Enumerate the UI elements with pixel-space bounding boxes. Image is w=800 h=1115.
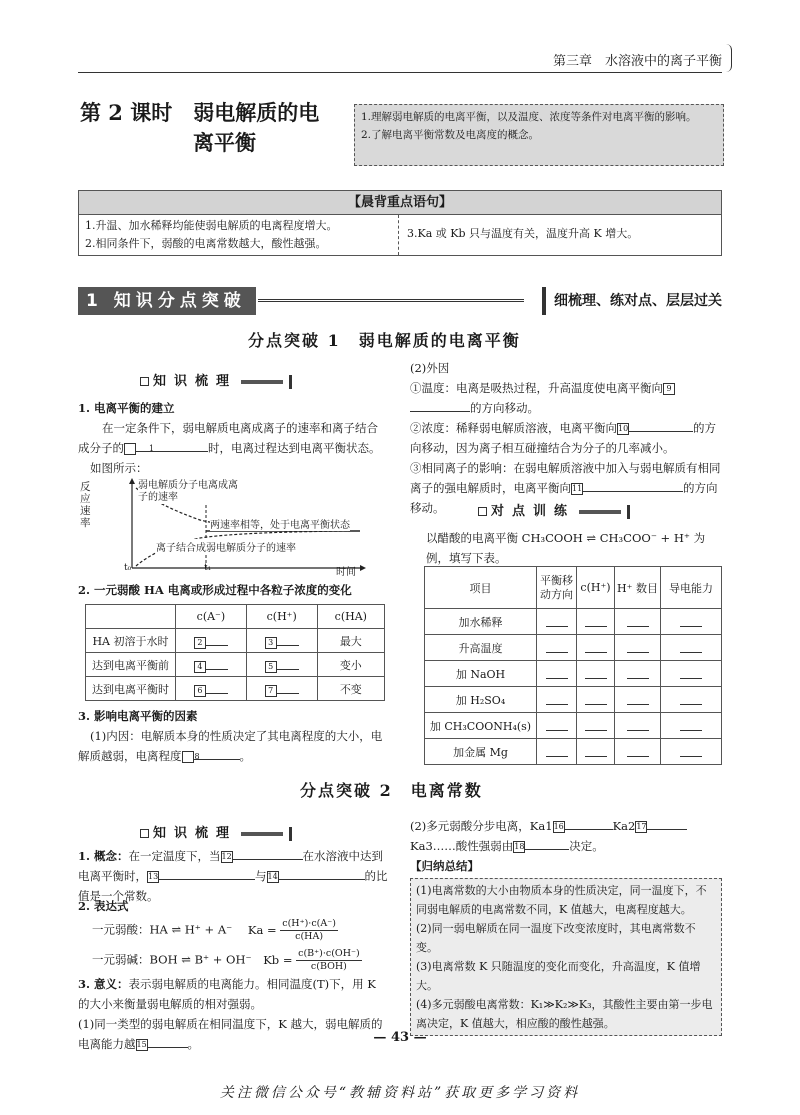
table-row (425, 713, 722, 739)
blank-17[interactable] (647, 816, 687, 830)
table-cell[interactable] (537, 739, 577, 765)
table-cell[interactable] (537, 713, 577, 739)
graph-equal-label: 两速率相等，处于电离平衡状态 (210, 516, 350, 531)
table-cell (176, 653, 247, 677)
key-sentence-1: 1.升温、加水稀释均能使弱电解质的电离程度增大。 (85, 219, 338, 232)
table-cell[interactable] (615, 739, 661, 765)
bar-decoration (241, 380, 283, 384)
lesson-title-line1: 第 2 课时 弱电解质的电 (80, 100, 320, 125)
table-cell[interactable] (537, 609, 577, 635)
lesson-title-line2: 离平衡 (193, 130, 256, 155)
table-cell[interactable] (661, 739, 722, 765)
chapter-header: 第三章 水溶液中的离子平衡 (552, 54, 722, 69)
table-cell[interactable] (615, 713, 661, 739)
c3-2-c: Ka3……酸性强弱由 (410, 839, 514, 853)
acid-equation: 一元弱酸：HA ⇌ H⁺ + A⁻ (92, 922, 233, 937)
footer-note: 关注微信公众号“教辅资料站”获取更多学习资料 (219, 1085, 581, 1101)
table-cell: 变小 (317, 653, 384, 677)
learning-goals (354, 104, 724, 166)
bar-decoration (241, 832, 283, 836)
table-row (425, 739, 722, 765)
summary-title: 【归纳总结】 (410, 859, 479, 873)
table-row (86, 677, 385, 701)
table-header: 平衡移动方向 (537, 567, 577, 609)
c3-1: (1)同一类型的弱电解质在相同温度下，K 越大，弱电解质的电离能力越15 。 (78, 1017, 383, 1051)
train-text: 以醋酸的电离平衡 CH₃COOH ⇌ CH₃COO⁻ + H⁺ 为例，填写下表。 (426, 531, 706, 565)
ka-denominator: c(HA) (295, 931, 324, 942)
graph-t1: t₁ (204, 563, 212, 573)
table-cell[interactable] (615, 661, 661, 687)
outer-temperature (410, 378, 722, 418)
blank-number: 9 (663, 383, 675, 395)
table-cell[interactable] (577, 713, 615, 739)
table-header: c(H⁺) (577, 567, 615, 609)
kb-fraction (296, 948, 362, 973)
ka-label: Ka = (247, 922, 277, 937)
blank-number: 17 (636, 822, 647, 831)
blank-number: 5 (265, 661, 277, 673)
part2-title: 分点突破 2 电离常数 (300, 781, 483, 800)
blank-number: 12 (221, 852, 232, 861)
blank-number: 11 (572, 484, 583, 493)
table-header (86, 605, 176, 629)
ka-fraction (280, 918, 338, 943)
table-header-row (425, 567, 722, 609)
table-cell[interactable] (537, 687, 577, 713)
table-cell: 最大 (317, 629, 384, 653)
blank-number: 10 (618, 424, 629, 433)
item3-text: (1)内因：电解质本身的性质决定了其电离程度的大小，电解质越弱，电离程度 8 。 (78, 729, 383, 763)
table-header: 导电能力 (661, 567, 722, 609)
y-arrow (129, 478, 135, 484)
table-row (425, 609, 722, 635)
blank-14[interactable] (279, 866, 331, 880)
c1-title: 1. 概念： (78, 849, 129, 863)
item1-text-b: 时，电离过程达到电离平衡状态。 (208, 441, 381, 455)
graph-curve-bottom-label: 离子结合成弱电解质分子的速率 (156, 539, 296, 554)
c1-b: 在水溶液中达到电离平衡时， (78, 849, 384, 883)
blank-number: 13 (148, 872, 159, 881)
blank-number: 7 (265, 685, 277, 697)
blank-11[interactable] (583, 478, 683, 492)
item1 (78, 398, 388, 478)
kb-denominator: c(BOH) (310, 961, 347, 972)
blank-7[interactable] (277, 680, 299, 694)
table-row-label: 达到电离平衡时 (86, 677, 176, 701)
blank-13[interactable] (159, 866, 255, 880)
blank-number: 14 (267, 872, 278, 881)
blank-16[interactable] (565, 816, 613, 830)
table-row (86, 653, 385, 677)
table-row-label: 加 H₂SO₄ (425, 687, 537, 713)
table-cell (246, 629, 317, 653)
blank-1[interactable] (136, 438, 208, 452)
checkbox-icon (140, 829, 149, 838)
item1-text-c: 如图所示： (90, 461, 148, 475)
table-cell[interactable] (577, 635, 615, 661)
blank-10[interactable] (629, 418, 693, 432)
header-rule (78, 72, 722, 73)
part2-knowledge-head (140, 822, 292, 841)
polyprotic (410, 816, 722, 856)
table-row-label: 加水稀释 (425, 609, 537, 635)
table-header: c(H⁺) (246, 605, 317, 629)
blank-18[interactable] (525, 836, 569, 850)
section-divider (258, 299, 524, 302)
c3-title: 3. 意义： (78, 977, 129, 991)
x-arrow (360, 565, 366, 571)
table-cell[interactable] (615, 687, 661, 713)
outer-concentration-b: 的方向移动，因为离子相互碰撞结合为分子的几率减小。 (410, 421, 716, 455)
table-header: H⁺ 数目 (615, 567, 661, 609)
table-cell[interactable] (661, 635, 722, 661)
acetic-acid-table (424, 566, 722, 765)
blank-8[interactable] (194, 746, 240, 760)
table-header: c(A⁻) (176, 605, 247, 629)
table-cell (246, 677, 317, 701)
blank-2[interactable] (206, 632, 228, 646)
outer-common-ion-b: 的方向移动。 (410, 481, 718, 515)
table-row-label: 升高温度 (425, 635, 537, 661)
outer-concentration (410, 418, 722, 458)
table-cell[interactable] (615, 609, 661, 635)
table-row (425, 635, 722, 661)
kb-numerator: c(B⁺)·c(OH⁻) (298, 948, 360, 959)
key-sentence-3: 3.Ka 或 Kb 只与温度有关，温度升高 K 增大。 (407, 227, 639, 240)
checkbox-icon (140, 377, 149, 386)
table-cell[interactable] (577, 687, 615, 713)
key-sentences-title-text: 晨背重点语句 (360, 195, 439, 210)
table-header-row (86, 605, 385, 629)
table-cell[interactable] (537, 635, 577, 661)
table-cell[interactable] (661, 661, 722, 687)
part1-train-head (478, 500, 630, 519)
checkbox-icon (478, 507, 487, 516)
base-expression (92, 948, 392, 973)
table-cell (176, 629, 247, 653)
section-tag: 细梳理、练对点、层层过关 (542, 287, 722, 315)
blank-number: 15 (136, 1040, 147, 1049)
outer-common-ion-a: ③相同离子的影响：在弱电解质溶液中加入与弱电解质有相同离子的强电解质时，电离平衡向 (410, 461, 721, 495)
graph-ylabel: 反应速率 (80, 481, 91, 529)
blank-5[interactable] (277, 656, 299, 670)
blank-12[interactable] (233, 846, 303, 860)
part2-knowledge-label: 知识梳理 (153, 826, 238, 841)
c1-d: 的比值是一个常数。 (78, 869, 388, 903)
table-header: 项目 (425, 567, 537, 609)
table-row-label: 加 CH₃COONH₄(s) (425, 713, 537, 739)
summary-item-2: (2)同一弱电解质在同一温度下改变浓度时，其电离常数不变。 (416, 922, 696, 954)
blank-number: 2 (194, 637, 206, 649)
graph-t0: t₀ (124, 563, 132, 573)
summary-item-1: (1)电离常数的大小由物质本身的性质决定，同一温度下，不同弱电解质的电离常数不同，K 值越大，电离程度越大。 (416, 884, 707, 916)
vbar-decoration (289, 827, 292, 841)
table-cell (246, 653, 317, 677)
c3-1-text: (1)同一类型的弱电解质在相同温度下，K 越大，弱电解质的电离能力越 (78, 1017, 383, 1051)
goal-2: 2.了解电离平衡常数及电离度的概念。 (361, 129, 540, 141)
summary-item-3: (3)电离常数 K 只随温度的变化而变化，升高温度，K 值增大。 (416, 960, 701, 992)
table-cell[interactable] (537, 661, 577, 687)
part1-knowledge-head (140, 370, 292, 389)
bar-decoration (579, 510, 621, 514)
page-number: — 43 — (373, 1030, 427, 1045)
blank-3[interactable] (277, 632, 299, 646)
chapter-bracket (726, 44, 732, 72)
table-row-label: 达到电离平衡前 (86, 653, 176, 677)
table-row-label: 加金属 Mg (425, 739, 537, 765)
c3-2-b: Ka2 (612, 819, 636, 833)
section-title-text: 知识分点突破 (113, 291, 246, 311)
vbar-decoration (289, 375, 292, 389)
table-cell (176, 677, 247, 701)
part1-title: 分点突破 1 弱电解质的电离平衡 (248, 331, 521, 350)
blank-9[interactable] (410, 398, 470, 412)
c2-title: 2. 表达式 (78, 899, 129, 913)
concentration-table (85, 604, 385, 701)
key-sentences-left (79, 215, 399, 255)
item3-title: 3. 影响电离平衡的因素 (78, 709, 198, 723)
blank-number: 4 (194, 661, 206, 673)
blank-4[interactable] (206, 656, 228, 670)
c1-a: 在一定温度下，当 (128, 849, 221, 863)
item2-title: 2. 一元弱酸 HA 电离或形成过程中各粒子浓度的变化 (78, 583, 352, 597)
table-header: c(HA) (317, 605, 384, 629)
table-cell[interactable] (615, 635, 661, 661)
blank-number: 18 (514, 842, 525, 851)
ka-numerator: c(H⁺)·c(A⁻) (282, 918, 336, 929)
key-sentences-title: 【晨背重点语句】 (79, 191, 721, 215)
table-cell[interactable] (577, 739, 615, 765)
part1-knowledge-label: 知识梳理 (153, 374, 238, 389)
table-row (425, 661, 722, 687)
outer-factors (410, 358, 722, 518)
acid-expression (92, 918, 392, 943)
item3 (78, 706, 388, 766)
blank-number: 1 (124, 443, 136, 455)
kb-label: Kb = (263, 952, 293, 967)
blank-number: 6 (194, 685, 206, 697)
table-row (425, 687, 722, 713)
table-row-label: HA 初溶于水时 (86, 629, 176, 653)
table-cell[interactable] (661, 713, 722, 739)
blank-6[interactable] (206, 680, 228, 694)
blank-number: 16 (553, 822, 564, 831)
blank-14-cont[interactable] (331, 866, 365, 880)
outer-concentration-a: ②浓度：稀释弱电解质溶液，电离平衡向 (410, 421, 617, 435)
section-band (78, 287, 722, 315)
table-cell[interactable] (661, 687, 722, 713)
key-sentences-box (78, 190, 722, 256)
goal-1: 1.理解弱电解质的电离平衡，以及温度、浓度等条件对电离平衡的影响。 (361, 111, 697, 123)
table-row (86, 629, 385, 653)
c3-text: 表示弱电解质的电离能力。相同温度(T)下，用 K 的大小来衡量弱电解质的相对强弱。 (78, 977, 376, 1011)
graph-curve-top-label: 弱电解质分子电离成离子的速率 (138, 480, 238, 503)
item1-text-a: 在一定条件下，弱电解质电离成离子的速率和离子结合成分子的 (78, 421, 378, 455)
section-title (78, 287, 256, 315)
summary-box (410, 878, 722, 1036)
c3-2-a: (2)多元弱酸分步电离，Ka1 (410, 819, 553, 833)
table-cell[interactable] (661, 609, 722, 635)
c1-c: 与 (255, 869, 267, 883)
table-cell[interactable] (577, 609, 615, 635)
lesson-title (80, 98, 370, 158)
item1-title: 1. 电离平衡的建立 (78, 401, 175, 415)
key-sentence-2: 2.相同条件下，弱酸的电离常数越大，酸性越强。 (85, 237, 327, 250)
table-cell: 不变 (317, 677, 384, 701)
outer-title: (2)外因 (410, 361, 450, 375)
part1-train-label: 对点训练 (491, 504, 576, 519)
section-number: 1 (86, 291, 103, 311)
outer-temperature-b: 的方向移动。 (470, 401, 539, 415)
outer-temperature-a: ①温度：电离是吸热过程，升高温度使电离平衡向 (410, 381, 663, 395)
graph-xlabel: 时间 (336, 567, 356, 578)
item1-text (78, 418, 388, 458)
summary-item-4: (4)多元弱酸电离常数：K₁≫K₂≫K₃，其酸性主要由第一步电离决定，K 值越大，相应酸的酸性越强。 (416, 998, 713, 1030)
table-row-label: 加 NaOH (425, 661, 537, 687)
c3-2-d: 决定。 (569, 839, 604, 853)
blank-number: 8 (182, 751, 194, 763)
table-cell[interactable] (577, 661, 615, 687)
vbar-decoration (627, 505, 630, 519)
base-equation: 一元弱碱：BOH ⇌ B⁺ + OH⁻ (92, 952, 252, 967)
blank-number: 3 (265, 637, 277, 649)
item3-text-a: (1)内因：电解质本身的性质决定了其电离程度的大小，电解质越弱，电离程度 (78, 729, 383, 763)
